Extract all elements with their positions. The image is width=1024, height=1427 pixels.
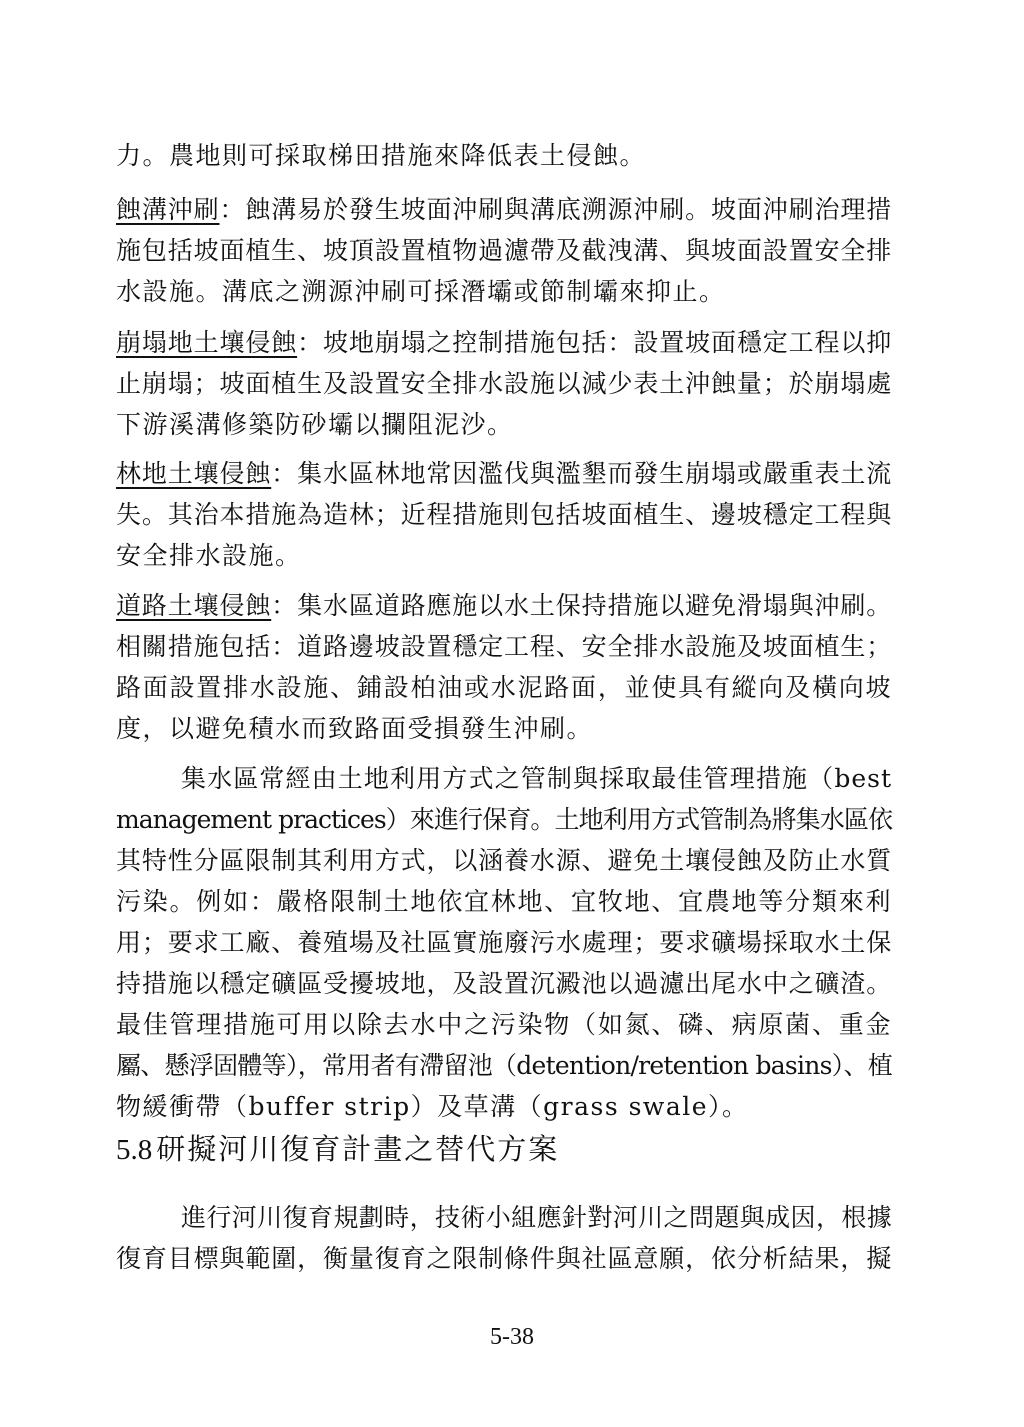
text-line-landslide-erosion	[116, 326, 892, 360]
text-line: 力。農地則可採取梯田措施來降低表土侵蝕。	[116, 141, 647, 170]
text-line-road-erosion	[116, 589, 892, 623]
text-line: 相關措施包括：道路邊坡設置穩定工程、安全排水設施及坡面植生；	[116, 632, 892, 661]
text-line-gully-erosion	[116, 193, 892, 227]
text-line-forest-erosion	[116, 457, 892, 491]
text-line: 屬、懸浮固體等），常用者有滯留池（detention/retention basins）、植	[116, 1051, 892, 1080]
text-line: 水設施。溝底之溯源沖刷可採潛壩或節制壩來抑止。	[116, 277, 726, 306]
paragraph-first-line: 進行河川復育規劃時，技術小組應針對河川之問題與成因，根據	[181, 1203, 892, 1232]
text-line: 施包括坡面植生、坡頂設置植物過濾帶及截洩溝、與坡面設置安全排	[116, 236, 892, 265]
text-line: 用；要求工廠、養殖場及社區實施廢污水處理；要求礦場採取水土保	[116, 928, 892, 957]
text-line: 路面設置排水設施、鋪設柏油或水泥路面，並使具有縱向及橫向坡	[116, 673, 892, 702]
text-line: 止崩塌；坡面植生及設置安全排水設施以減少表土沖蝕量；於崩塌處	[116, 369, 892, 398]
paragraph-first-line: 集水區常經由土地利用方式之管制與採取最佳管理措施（best	[181, 764, 892, 793]
text-line: 污染。例如：嚴格限制土地依宜林地、宜牧地、宜農地等分類來利	[116, 887, 892, 916]
text-line: 復育目標與範圍，衡量復育之限制條件與社區意願，依分析結果，擬	[116, 1244, 892, 1273]
text-line: 度，以避免積水而致路面受損發生沖刷。	[116, 714, 594, 743]
term-forest-erosion: 林地土壤侵蝕	[116, 459, 272, 488]
text-line: 安全排水設施。	[116, 541, 302, 570]
text-segment: ：集水區林地常因濫伐與濫墾而發生崩塌或嚴重表土流	[271, 459, 892, 488]
term-landslide-erosion: 崩塌地土壤侵蝕	[116, 328, 298, 357]
section-heading	[116, 1129, 559, 1170]
text-segment: ：坡地崩塌之控制措施包括：設置坡面穩定工程以抑	[297, 328, 892, 357]
term-gully-erosion: 蝕溝沖刷	[116, 195, 220, 224]
text-line: management practices）來進行保育。土地利用方式管制為將集水區依	[116, 805, 892, 834]
section-number: 5.8	[116, 1134, 153, 1166]
text-line: 失。其治本措施為造林；近程措施則包括坡面植生、邊坡穩定工程與	[116, 500, 892, 529]
page-number: 5-38	[490, 1324, 534, 1350]
text-line: 物緩衝帶（buffer strip）及草溝（grass swale）。	[116, 1092, 749, 1121]
text-segment: ：蝕溝易於發生坡面沖刷與溝底溯源沖刷。坡面沖刷治理措	[219, 195, 892, 224]
text-line: 最佳管理措施可用以除去水中之污染物（如氮、磷、病原菌、重金	[116, 1010, 892, 1039]
text-segment: ：集水區道路應施以水土保持措施以避免滑塌與沖刷。	[271, 591, 892, 620]
text-line: 持措施以穩定礦區受擾坡地，及設置沉澱池以過濾出尾水中之礦渣。	[116, 969, 892, 998]
term-road-erosion: 道路土壤侵蝕	[116, 591, 272, 620]
section-title: 研擬河川復育計畫之替代方案	[156, 1132, 560, 1166]
text-line: 其特性分區限制其利用方式，以涵養水源、避免土壤侵蝕及防止水質	[116, 846, 892, 875]
text-line: 下游溪溝修築防砂壩以攔阻泥沙。	[116, 410, 514, 439]
